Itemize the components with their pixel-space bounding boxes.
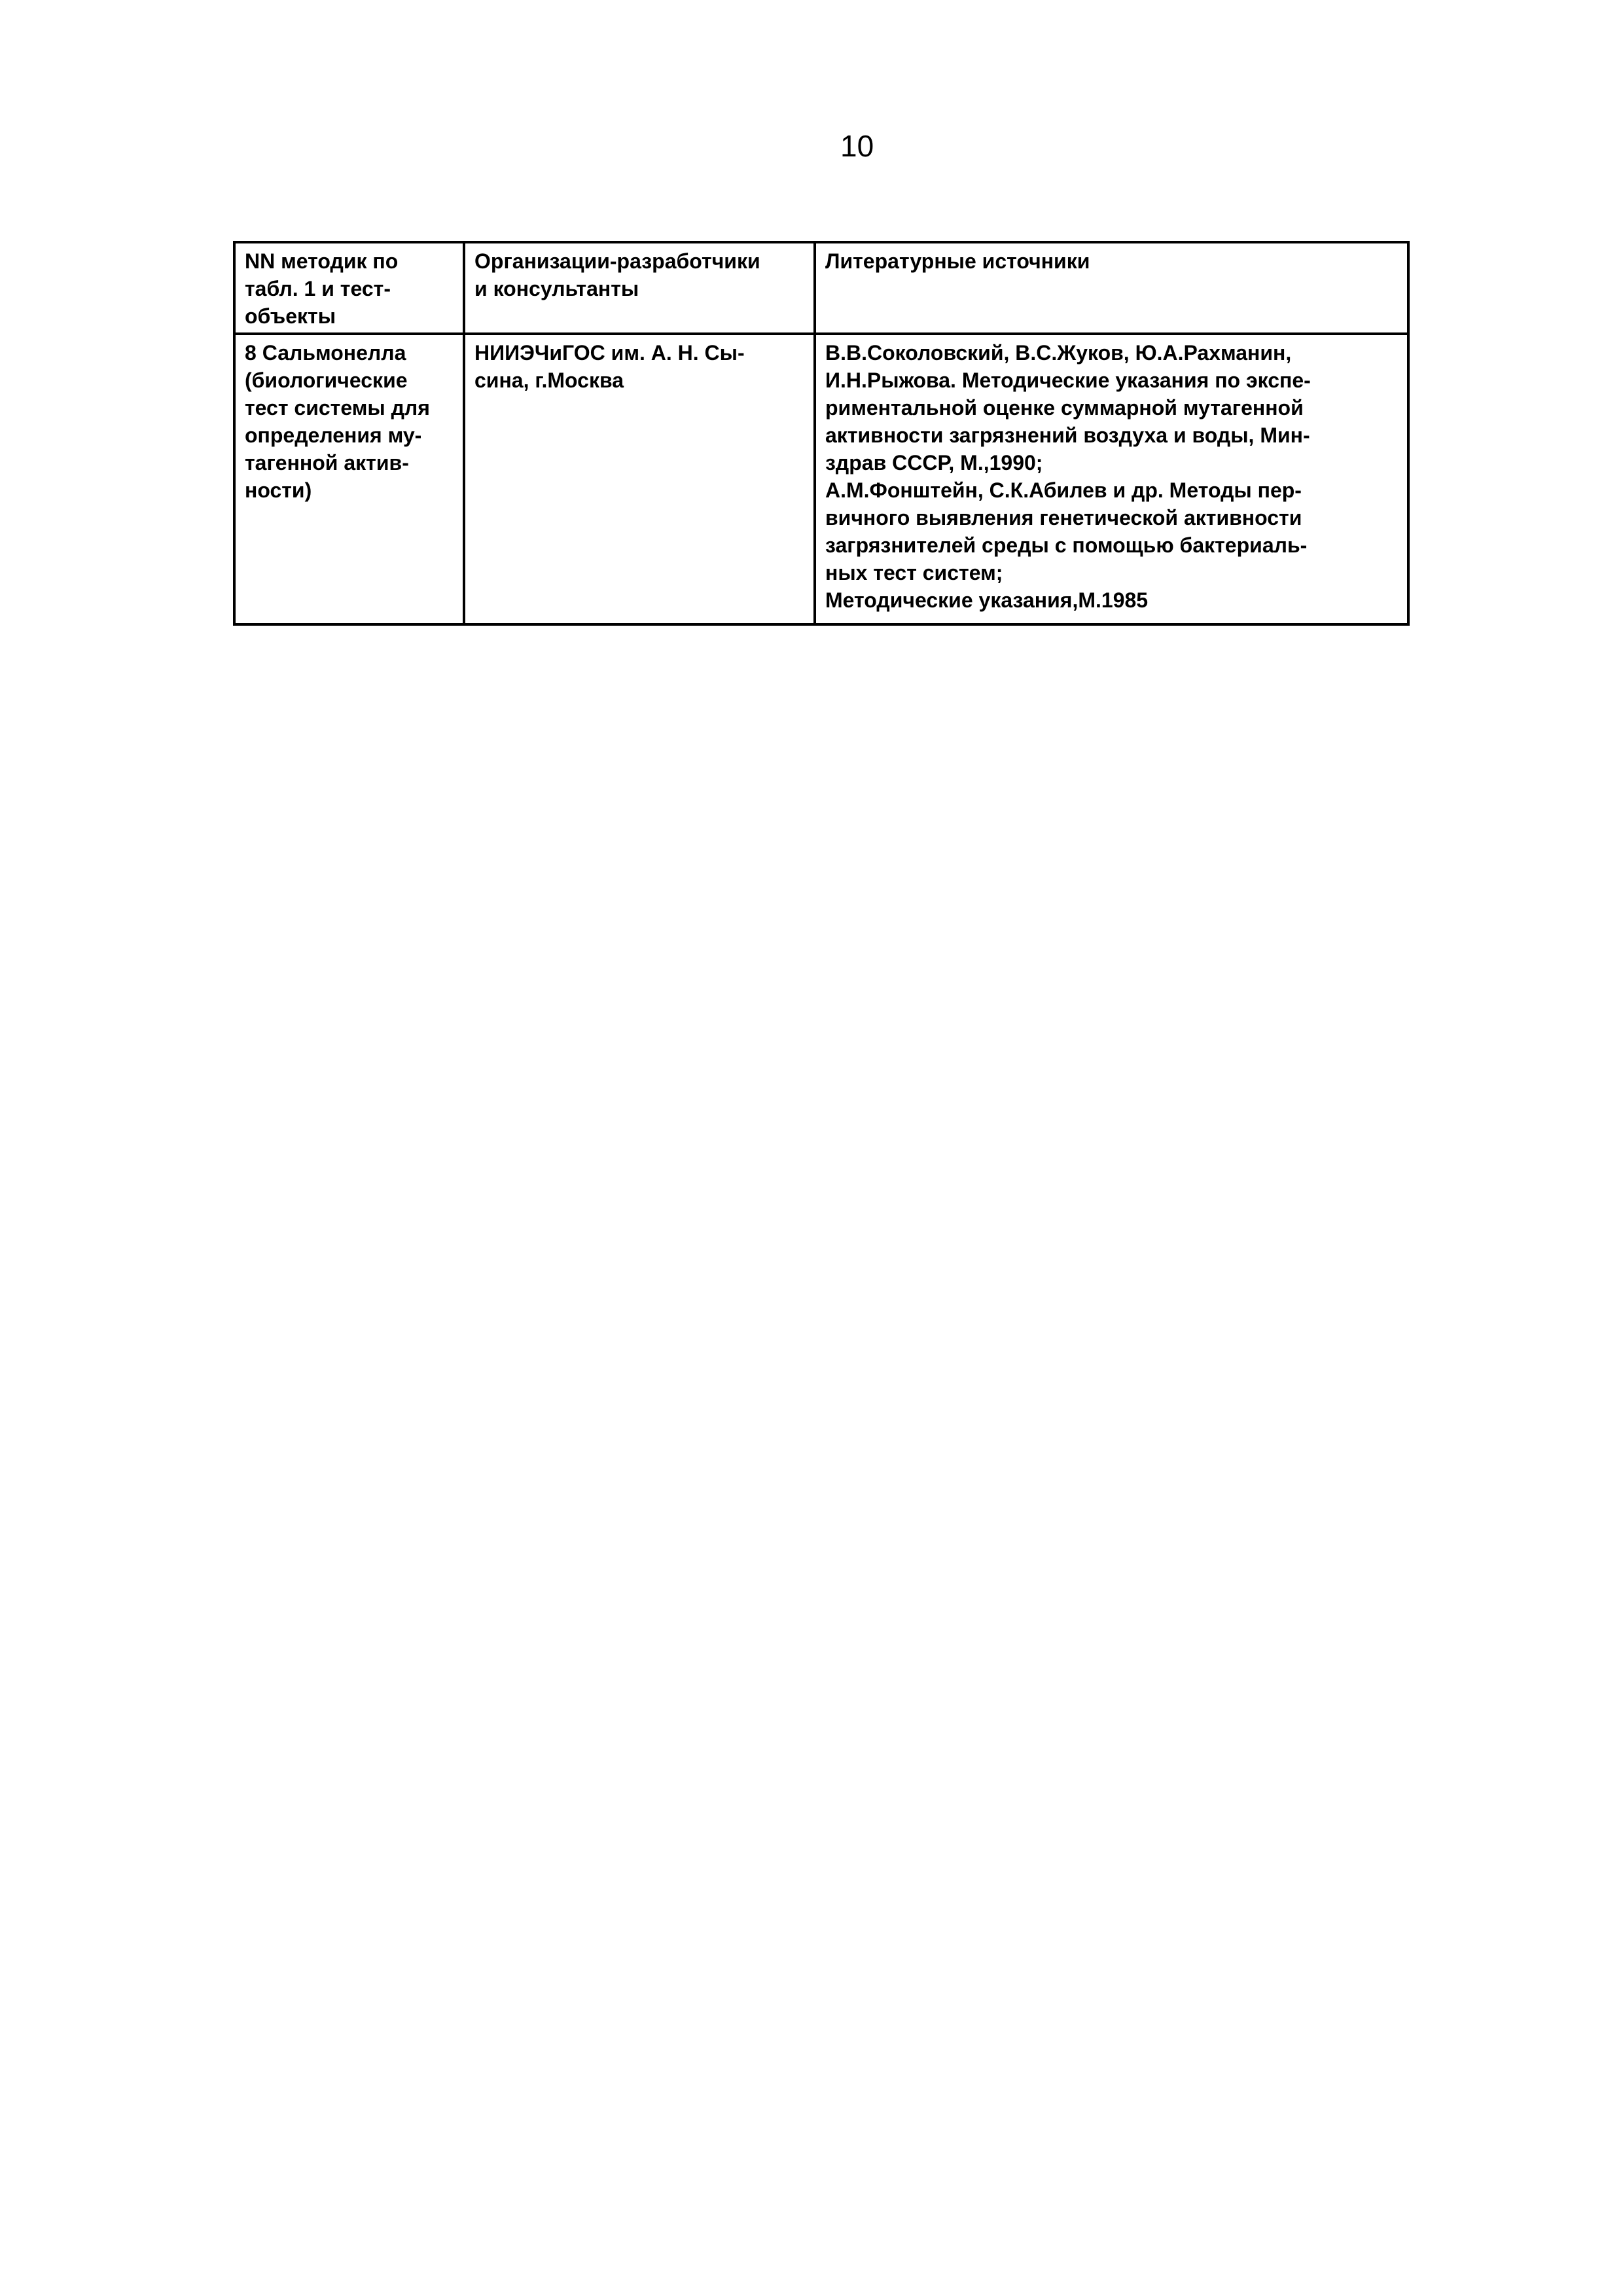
table-row — [234, 334, 1408, 624]
cell-organization — [464, 334, 815, 624]
header-text-line: табл. 1 и тест- — [245, 277, 391, 300]
cell-text-line: НИИЭЧиГОС им. А. Н. Сы- — [474, 341, 745, 365]
header-text-line: NN методик по — [245, 249, 399, 273]
cell-text-line: В.В.Соколовский, В.С.Жуков, Ю.А.Рахманин, — [825, 341, 1292, 365]
cell-text-line: вичного выявления генетической активности — [825, 506, 1302, 529]
cell-literature-sources — [815, 334, 1408, 624]
cell-text-line: 8 Сальмонелла — [245, 341, 406, 365]
cell-text-line: ности) — [245, 478, 312, 502]
header-cell-literature — [815, 242, 1408, 334]
header-cell-organizations — [464, 242, 815, 334]
cell-text-line: тагенной актив- — [245, 451, 409, 475]
header-text-line: Литературные источники — [825, 249, 1090, 273]
methods-table — [233, 241, 1410, 626]
cell-text-line: Методические указания,М.1985 — [825, 588, 1149, 612]
header-text-line: Организации-разработчики — [474, 249, 760, 273]
cell-text-line: (биологические — [245, 368, 408, 392]
header-text-line: объекты — [245, 304, 336, 328]
header-cell-methods-numbers — [234, 242, 464, 334]
cell-text-line: активности загрязнений воздуха и воды, Мин- — [825, 423, 1310, 447]
cell-text-line: А.М.Фонштейн, С.К.Абилев и др. Методы пер- — [825, 478, 1302, 502]
cell-text-line: И.Н.Рыжова. Методические указания по экспе- — [825, 368, 1311, 392]
cell-text-line: загрязнителей среды с помощью бактериаль- — [825, 533, 1308, 557]
cell-text-line: риментальной оценке суммарной мутагенной — [825, 396, 1304, 420]
cell-method-test-object — [234, 334, 464, 624]
cell-text-line: определения му- — [245, 423, 422, 447]
cell-text-line: сина, г.Москва — [474, 368, 624, 392]
cell-text-line: здрав СССР, М.,1990; — [825, 451, 1043, 475]
cell-text-line: ных тест систем; — [825, 561, 1003, 584]
cell-text-line: тест системы для — [245, 396, 430, 420]
header-text-line: и консультанты — [474, 277, 639, 300]
page-number: 10 — [840, 129, 874, 163]
table-header-row — [234, 242, 1408, 334]
